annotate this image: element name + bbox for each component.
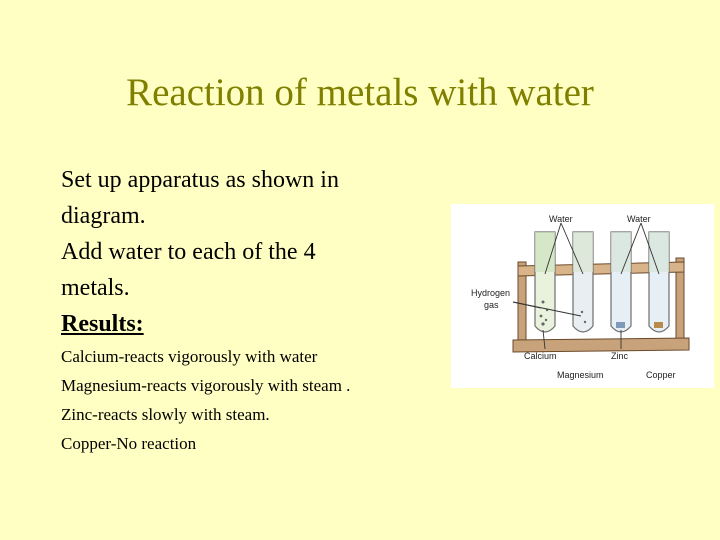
results-heading: Results:	[61, 311, 144, 337]
label-calcium: Calcium	[524, 351, 557, 361]
result-item: Copper-No reaction	[61, 434, 197, 453]
rack-base	[513, 338, 689, 352]
test-tube-calcium	[535, 232, 555, 332]
apparatus-diagram	[451, 204, 714, 388]
test-tube-magnesium	[573, 232, 593, 332]
label-water-right: Water	[627, 214, 651, 224]
test-tube-rack-illustration	[451, 204, 714, 388]
test-tube-zinc	[611, 232, 631, 332]
label-gas: gas	[484, 300, 499, 310]
label-zinc: Zinc	[611, 351, 629, 361]
result-item: Calcium-reacts vigorously with water	[61, 347, 318, 366]
result-item: Zinc-reacts slowly with steam.	[61, 405, 270, 424]
label-copper: Copper	[646, 370, 676, 380]
instruction-line: Set up apparatus as shown in	[61, 167, 339, 193]
slide-body	[61, 162, 441, 458]
label-magnesium: Magnesium	[557, 370, 604, 380]
test-tube-copper	[649, 232, 669, 332]
label-water-left: Water	[549, 214, 573, 224]
label-hydrogen: Hydrogen	[471, 288, 511, 298]
slide-title: Reaction of metals with water	[126, 71, 594, 114]
instruction-line: Add water to each of the 4	[61, 239, 316, 265]
result-item: Magnesium-reacts vigorously with steam .	[61, 376, 351, 395]
instruction-line: metals.	[61, 275, 130, 301]
instruction-line: diagram.	[61, 203, 146, 229]
